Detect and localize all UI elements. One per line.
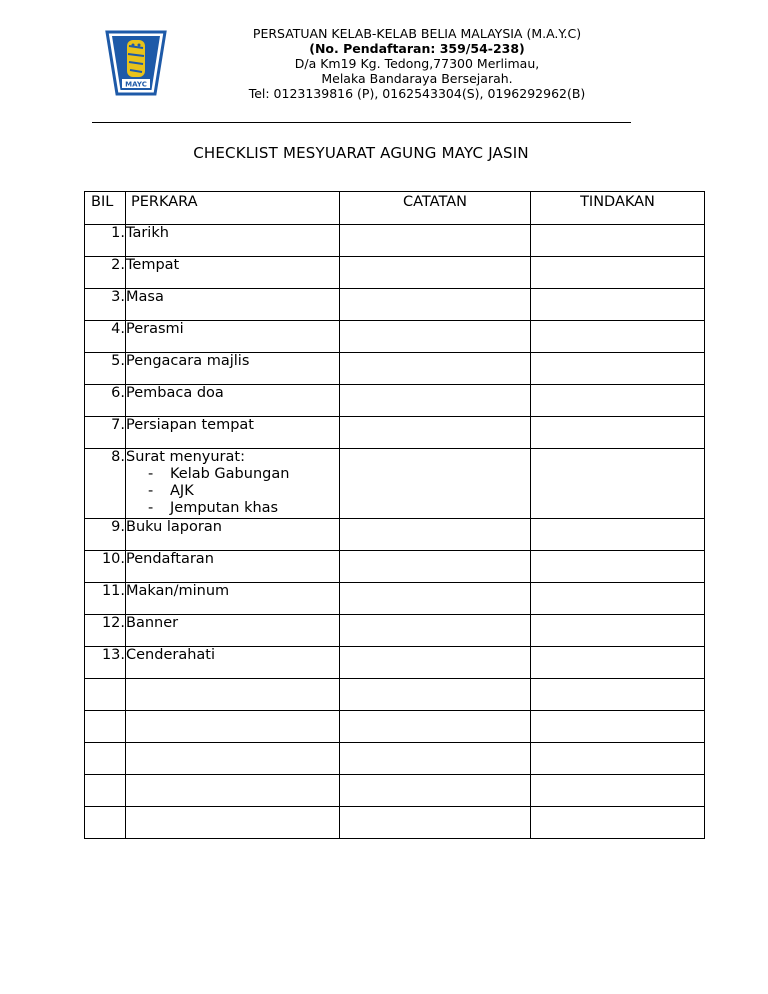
row-perkara xyxy=(126,583,340,615)
tindakan-cell xyxy=(531,385,705,417)
catatan-cell xyxy=(340,647,531,679)
registration-number: (No. Pendaftaran: 359/54-238) xyxy=(309,41,525,56)
tindakan-cell xyxy=(531,551,705,583)
catatan-cell xyxy=(340,679,531,711)
perkara-subitem xyxy=(126,500,339,517)
row-number: 12. xyxy=(85,615,126,647)
perkara-text: Makan/minum xyxy=(126,583,230,599)
tindakan-cell xyxy=(531,225,705,257)
row-number: 7. xyxy=(85,417,126,449)
perkara-text: Banner xyxy=(126,615,179,631)
row-perkara xyxy=(126,679,340,711)
checklist-table xyxy=(84,191,705,839)
subitem-text: Jemputan khas xyxy=(170,500,279,516)
tindakan-cell xyxy=(531,519,705,551)
row-perkara xyxy=(126,711,340,743)
row-number: 5. xyxy=(85,353,126,385)
perkara-text: Masa xyxy=(126,289,164,305)
subitem-bullet: - xyxy=(148,500,154,516)
row-number: 6. xyxy=(85,385,126,417)
tindakan-cell xyxy=(531,679,705,711)
tindakan-cell xyxy=(531,417,705,449)
perkara-text: Persiapan tempat xyxy=(126,417,254,433)
subitem-bullet: - xyxy=(148,483,154,499)
perkara-text: Tarikh xyxy=(126,225,169,241)
table-row xyxy=(85,385,705,417)
table-row xyxy=(85,647,705,679)
catatan-cell xyxy=(340,225,531,257)
tindakan-cell xyxy=(531,615,705,647)
row-number: 3. xyxy=(85,289,126,321)
perkara-text: Tempat xyxy=(126,257,180,273)
tindakan-cell xyxy=(531,583,705,615)
table-row xyxy=(85,417,705,449)
table-row xyxy=(85,583,705,615)
blank-row xyxy=(85,711,705,743)
row-perkara xyxy=(126,449,340,519)
table-row xyxy=(85,321,705,353)
phone-numbers: Tel: 0123139816 (P), 0162543304(S), 0196292962(B) xyxy=(248,86,586,101)
row-number: 2. xyxy=(85,257,126,289)
header-divider xyxy=(92,122,631,123)
subitem-text: Kelab Gabungan xyxy=(170,466,290,482)
row-number xyxy=(85,743,126,775)
mayc-logo xyxy=(103,30,169,96)
catatan-cell xyxy=(340,775,531,807)
table-row xyxy=(85,449,705,519)
organization-header xyxy=(200,26,634,101)
row-perkara xyxy=(126,743,340,775)
blank-row xyxy=(85,679,705,711)
catatan-cell xyxy=(340,743,531,775)
header-tindakan: TINDAKAN xyxy=(531,192,705,225)
row-perkara xyxy=(126,417,340,449)
row-perkara xyxy=(126,519,340,551)
row-perkara xyxy=(126,551,340,583)
table-row xyxy=(85,519,705,551)
tindakan-cell xyxy=(531,711,705,743)
table-row xyxy=(85,551,705,583)
table-row xyxy=(85,615,705,647)
table-row xyxy=(85,225,705,257)
blank-row xyxy=(85,775,705,807)
address-line-1: D/a Km19 Kg. Tedong,77300 Merlimau, xyxy=(294,56,540,71)
table-row xyxy=(85,289,705,321)
document-title: CHECKLIST MESYUARAT AGUNG MAYC JASIN xyxy=(193,144,529,162)
catatan-cell xyxy=(340,519,531,551)
row-perkara xyxy=(126,647,340,679)
row-number: 8. xyxy=(85,449,126,519)
address-line-2: Melaka Bandaraya Bersejarah. xyxy=(321,71,513,86)
catatan-cell xyxy=(340,289,531,321)
tindakan-cell xyxy=(531,289,705,321)
subitem-bullet: - xyxy=(148,466,154,482)
tindakan-cell xyxy=(531,743,705,775)
header-bil: BIL xyxy=(85,192,126,225)
table-header-row xyxy=(85,192,705,225)
catatan-cell xyxy=(340,449,531,519)
catatan-cell xyxy=(340,257,531,289)
catatan-cell xyxy=(340,583,531,615)
catatan-cell xyxy=(340,807,531,839)
perkara-subitem xyxy=(126,483,339,500)
perkara-text: Surat menyurat: xyxy=(126,449,245,465)
logo-text: MAYC xyxy=(125,80,147,89)
row-number: 9. xyxy=(85,519,126,551)
header-catatan: CATATAN xyxy=(340,192,531,225)
row-perkara xyxy=(126,353,340,385)
tindakan-cell xyxy=(531,647,705,679)
subitem-text: AJK xyxy=(170,483,194,499)
perkara-text: Pendaftaran xyxy=(126,551,214,567)
tindakan-cell xyxy=(531,449,705,519)
row-perkara xyxy=(126,257,340,289)
tindakan-cell xyxy=(531,775,705,807)
row-perkara xyxy=(126,321,340,353)
perkara-text: Perasmi xyxy=(126,321,184,337)
perkara-text: Pengacara majlis xyxy=(126,353,250,369)
blank-row xyxy=(85,743,705,775)
tindakan-cell xyxy=(531,321,705,353)
row-number xyxy=(85,711,126,743)
logo-tiger-emblem xyxy=(127,40,145,77)
header-perkara: PERKARA xyxy=(126,192,340,225)
table-row xyxy=(85,257,705,289)
row-number xyxy=(85,775,126,807)
catatan-cell xyxy=(340,615,531,647)
row-perkara xyxy=(126,807,340,839)
row-number: 11. xyxy=(85,583,126,615)
catatan-cell xyxy=(340,417,531,449)
row-perkara xyxy=(126,225,340,257)
row-number: 10. xyxy=(85,551,126,583)
checklist-body xyxy=(85,225,705,839)
catatan-cell xyxy=(340,385,531,417)
tindakan-cell xyxy=(531,807,705,839)
catatan-cell xyxy=(340,321,531,353)
row-perkara xyxy=(126,289,340,321)
perkara-text: Buku laporan xyxy=(126,519,222,535)
row-number xyxy=(85,679,126,711)
organization-name: PERSATUAN KELAB-KELAB BELIA MALAYSIA (M.A.Y.C) xyxy=(252,26,582,41)
perkara-text: Pembaca doa xyxy=(126,385,224,401)
perkara-text: Cenderahati xyxy=(126,647,215,663)
table-row xyxy=(85,353,705,385)
row-number: 4. xyxy=(85,321,126,353)
row-number: 13. xyxy=(85,647,126,679)
perkara-subitem xyxy=(126,466,339,483)
catatan-cell xyxy=(340,551,531,583)
row-perkara xyxy=(126,615,340,647)
row-perkara xyxy=(126,775,340,807)
row-number: 1. xyxy=(85,225,126,257)
tindakan-cell xyxy=(531,353,705,385)
catatan-cell xyxy=(340,711,531,743)
blank-row xyxy=(85,807,705,839)
catatan-cell xyxy=(340,353,531,385)
row-perkara xyxy=(126,385,340,417)
tindakan-cell xyxy=(531,257,705,289)
row-number xyxy=(85,807,126,839)
